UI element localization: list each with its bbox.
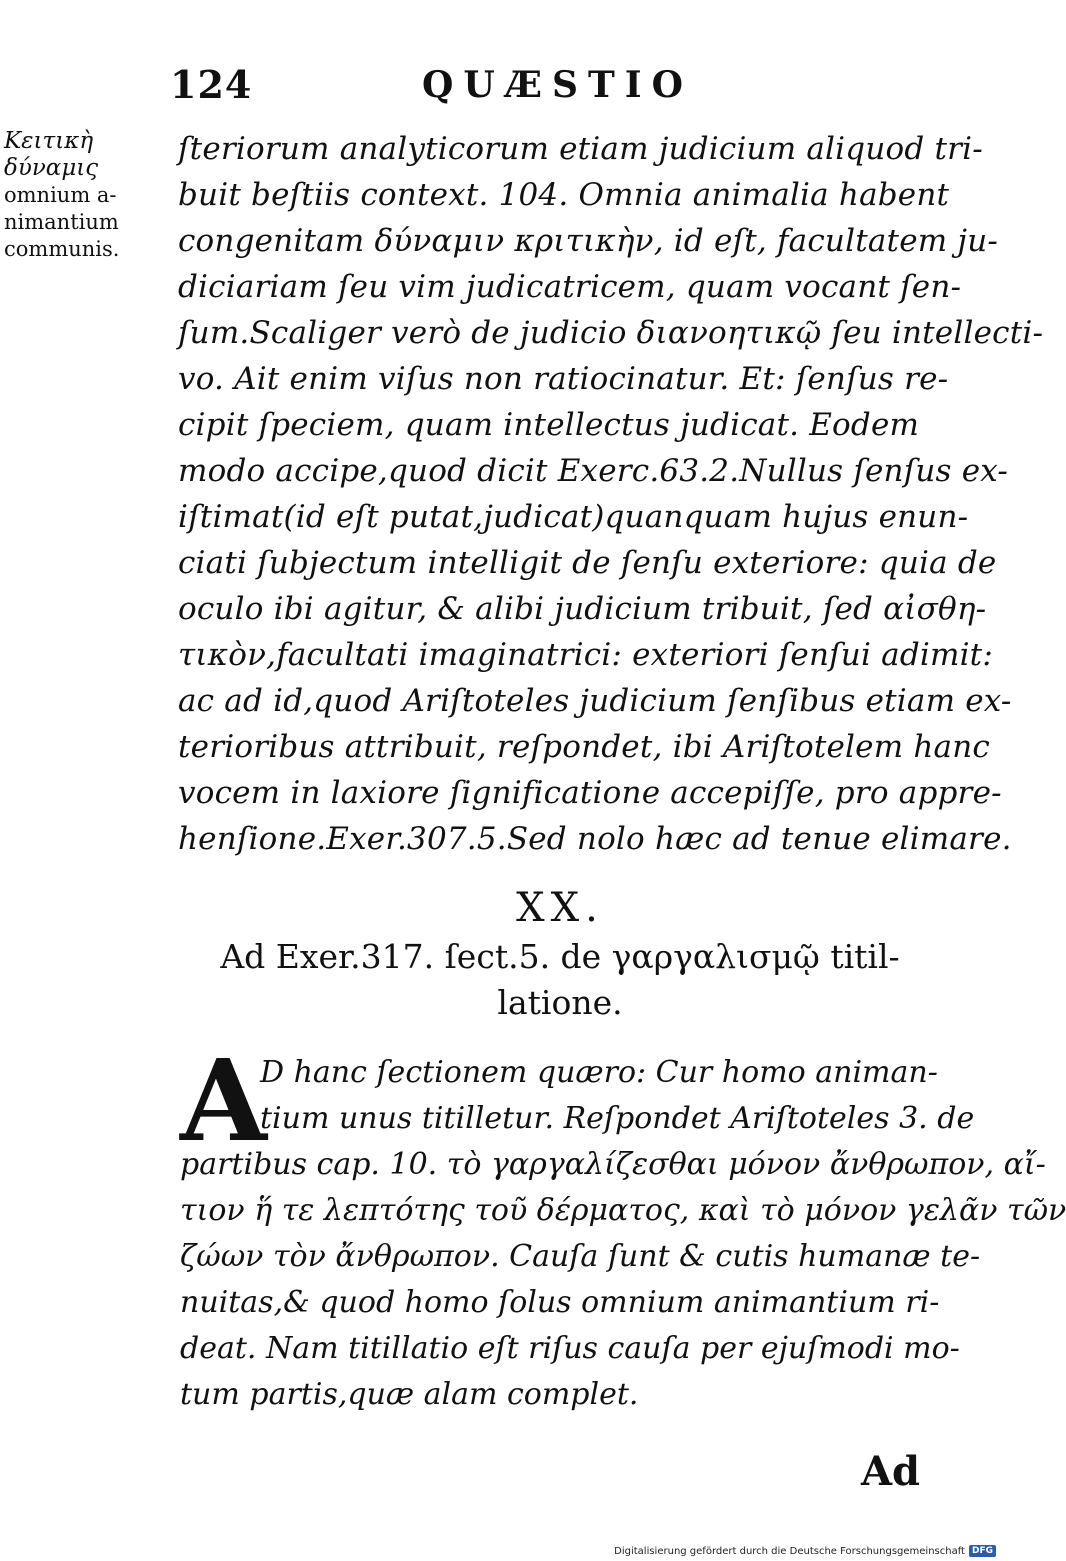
text-line: ac ad id,quod Ariſtoteles judicium ſenſibus etiam ex- — [178, 683, 1012, 719]
text-line: iſtimat(id eſt putat,judicat)quanquam hujus enun- — [178, 499, 969, 535]
section-title-line: latione. — [497, 983, 623, 1022]
text-line: buit beſtiis context. 104. Omnia animalia habent — [178, 177, 950, 213]
margin-note-line: communis. — [4, 237, 120, 261]
text-line: modo accipe,quod dicit Exerc.63.2.Nullus ſenſus ex- — [178, 453, 1009, 489]
margin-note-line: omnium a- — [4, 183, 117, 207]
text-line: ζώων τὸν ἄνθρωπον. Cauſa ſunt & cutis humanæ te- — [180, 1239, 981, 1274]
text-line: D hanc ſectionem quæro: Cur homo animan- — [260, 1055, 938, 1090]
text-line: deat. Nam titillatio eſt riſus cauſa per ejuſmodi mo- — [180, 1331, 960, 1366]
drop-cap: A — [180, 1036, 267, 1167]
text-line: partibus cap. 10. τὸ γαργαλίζεσθαι μόνον ἄνθρωπον, αἴ- — [180, 1147, 1046, 1182]
text-line: vo. Ait enim viſus non ratiocinatur. Et: ſenſus re- — [178, 361, 949, 397]
text-line: henſione.Exer.307.5.Sed nolo hæc ad tenue elimare. — [178, 821, 1012, 857]
body-paragraph — [178, 126, 1044, 862]
text-line: congenitam δύναμιν κριτικὴν, id eſt, facultatem ju- — [178, 223, 999, 259]
section-number: XX. — [516, 885, 604, 931]
credit-text: Digitalisierung gefördert durch die Deutsche Forschungsgemeinschaft — [614, 1545, 965, 1557]
margin-note-line: Κειτικὴ — [4, 128, 94, 154]
digitization-credit — [614, 1545, 996, 1557]
running-title: QUÆSTIO — [422, 64, 693, 106]
margin-note — [4, 128, 164, 263]
text-line: vocem in laxiore ſignificatione accepiſſe, pro appre- — [178, 775, 1002, 811]
margin-note-line: nimantium — [4, 210, 119, 234]
section-title-line: Ad Exer.317. ſect.5. de γαργαλισμῷ titil- — [220, 937, 900, 976]
running-head — [170, 62, 730, 112]
text-line: nuitas,& quod homo ſolus omnium animantium ri- — [180, 1285, 940, 1320]
dfg-logo: DFG — [969, 1545, 996, 1557]
text-line: ſteriorum analyticorum etiam judicium aliquod tri- — [178, 131, 983, 167]
text-line: τιον ἥ τε λεπτότης τοῦ δέρματος, καὶ τὸ μόνον γελᾶν τῶν — [180, 1193, 1066, 1228]
text-line: ſum.Scaliger verò de judicio διανοητικῷ ſeu intellecti- — [178, 315, 1044, 351]
page-number: 124 — [170, 62, 253, 107]
text-line: diciariam ſeu vim judicatricem, quam vocant ſen- — [178, 269, 962, 305]
text-line: tum partis,quæ alam complet. — [180, 1377, 639, 1412]
catchword: Ad — [860, 1448, 920, 1495]
text-line: tium unus titilletur. Reſpondet Ariſtoteles 3. de — [260, 1101, 975, 1136]
section-paragraph — [180, 1036, 1066, 1418]
text-line: cipit ſpeciem, quam intellectus judicat. Eodem — [178, 407, 920, 443]
text-line: terioribus attribuit, reſpondet, ibi Ariſtotelem hanc — [178, 729, 990, 765]
text-line: τικὸν,facultati imaginatrici: exteriori ſenſui adimit: — [178, 637, 993, 673]
text-line: ciati ſubjectum intelligit de ſenſu exteriore: quia de — [178, 545, 997, 581]
margin-note-line: δύναμις — [4, 155, 99, 181]
text-line: oculo ibi agitur, & alibi judicium tribuit, ſed αἰσθη- — [178, 591, 987, 627]
section-heading — [180, 882, 940, 1026]
